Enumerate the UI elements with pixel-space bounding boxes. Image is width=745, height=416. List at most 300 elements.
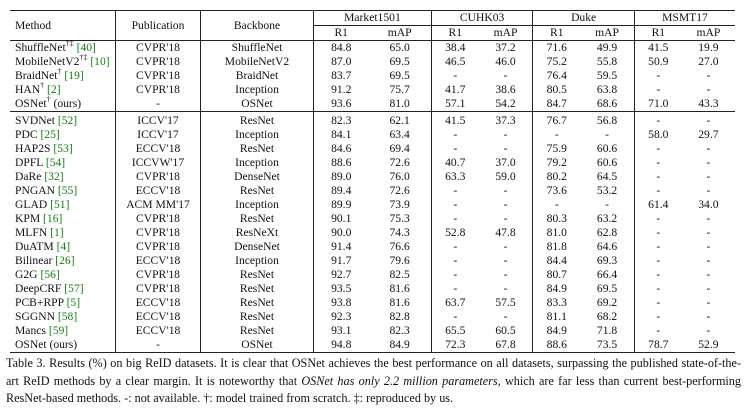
backbone-cell: ResNet xyxy=(201,296,314,310)
map-value-cell: 82.5 xyxy=(389,268,410,281)
method-cell xyxy=(10,112,116,129)
results-table xyxy=(10,10,735,353)
r1-value-cell: 71.6 xyxy=(533,41,580,56)
table-row xyxy=(10,69,735,83)
method-reference[interactable]: [58] xyxy=(57,310,78,323)
r1-value-cell: 88.6 xyxy=(533,338,580,353)
table-row xyxy=(10,156,735,170)
map-value-cell: 69.5 xyxy=(596,282,618,295)
map-value-cell: - xyxy=(682,112,735,129)
map-value-cell: 19.9 xyxy=(698,41,719,54)
r1-value-cell: - xyxy=(431,240,478,254)
backbone-cell: ResNet xyxy=(201,282,314,296)
r1-value-cell: 58.0 xyxy=(634,128,681,142)
map-value-cell: 76.0 xyxy=(389,170,410,183)
r1-value-cell: 89.4 xyxy=(314,184,369,198)
r1-value-cell: - xyxy=(431,282,478,296)
r1-value-cell: 84.1 xyxy=(314,128,369,142)
map-value-cell: 69.2 xyxy=(596,296,618,309)
table-row xyxy=(10,212,735,226)
method-name: HAP2S xyxy=(15,142,51,155)
map-value-cell: 68.2 xyxy=(596,310,618,323)
method-reference: (ours) xyxy=(53,97,82,110)
method-cell xyxy=(10,310,116,324)
map-value-cell: 38.6 xyxy=(495,83,516,96)
method-reference[interactable]: [2] xyxy=(47,83,61,96)
map-value-cell: 47.8 xyxy=(495,226,516,239)
r1-value-cell: - xyxy=(431,69,478,83)
map-value-cell: 68.6 xyxy=(580,97,634,112)
publication-cell: CVPR'18 xyxy=(116,170,201,184)
r1-value-cell: 84.4 xyxy=(533,254,580,268)
r1-value-cell: 93.1 xyxy=(314,324,369,338)
publication-cell: CVPR'18 xyxy=(116,55,201,69)
method-name: Mancs xyxy=(15,324,46,337)
map-value-cell: 69.4 xyxy=(389,142,410,155)
map-value-cell: 76.6 xyxy=(389,240,410,253)
method-name: DPFL xyxy=(15,156,43,169)
method-name: GLAD xyxy=(15,198,48,211)
backbone-cell: ShuffleNet xyxy=(201,41,314,56)
r1-value-cell: 93.5 xyxy=(314,282,369,296)
map-value-cell: 49.9 xyxy=(596,41,618,54)
method-mark: † xyxy=(57,67,62,77)
map-value-cell: - xyxy=(605,198,609,211)
method-name: MobileNetV2 xyxy=(15,55,80,68)
map-value-cell: - xyxy=(706,69,711,82)
method-name: OSNet xyxy=(15,338,47,351)
map-value-cell: 69.5 xyxy=(389,55,410,68)
map-value-cell: 34.0 xyxy=(698,198,719,211)
backbone-cell: Inception xyxy=(201,83,314,97)
header-r1: R1 xyxy=(314,26,369,41)
table-row xyxy=(10,83,735,97)
method-name: MLFN xyxy=(15,226,48,239)
map-value-cell: 65.0 xyxy=(389,41,410,54)
backbone-cell: Inception xyxy=(201,198,314,212)
map-value-cell: 43.3 xyxy=(682,97,735,112)
map-value-cell: 37.0 xyxy=(495,156,516,169)
r1-value-cell: - xyxy=(431,268,478,282)
r1-value-cell: 75.9 xyxy=(533,142,580,156)
publication-cell: ICCVW'17 xyxy=(116,156,201,170)
r1-value-cell: - xyxy=(533,198,580,212)
backbone-cell: Inception xyxy=(201,254,314,268)
map-value-cell: 81.6 xyxy=(389,296,410,309)
r1-value-cell: 90.1 xyxy=(314,212,369,226)
table-row xyxy=(10,240,735,254)
method-name: PCB+RPP xyxy=(15,296,64,309)
method-cell xyxy=(10,184,116,198)
table-row xyxy=(10,338,735,353)
backbone-cell: ResNet xyxy=(201,212,314,226)
publication-cell: ICCV'17 xyxy=(116,128,201,142)
publication-cell: CVPR'18 xyxy=(116,226,201,240)
header-dataset-market1501: Market1501 xyxy=(314,11,432,26)
map-value-cell: 63.4 xyxy=(389,128,410,141)
map-value-cell: 60.6 xyxy=(596,156,618,169)
r1-value-cell: 92.7 xyxy=(314,268,369,282)
map-value-cell: - xyxy=(503,198,508,211)
method-name: G2G xyxy=(15,268,38,281)
r1-value-cell: 93.8 xyxy=(314,296,369,310)
r1-value-cell: - xyxy=(634,83,681,97)
map-value-cell: 62.1 xyxy=(368,112,431,129)
publication-cell: ECCV'18 xyxy=(116,296,201,310)
r1-value-cell: 46.5 xyxy=(431,55,478,69)
method-cell xyxy=(10,198,116,212)
caption-italic-text: OSNet has only 2.2 million parameters xyxy=(301,373,498,388)
header-backbone: Backbone xyxy=(201,11,314,41)
header-map: mAP xyxy=(682,26,735,41)
map-value-cell: 54.2 xyxy=(479,97,533,112)
map-value-cell: - xyxy=(706,184,711,197)
map-value-cell: 69.5 xyxy=(389,69,410,82)
r1-value-cell: 89.0 xyxy=(314,170,369,184)
r1-value-cell: 87.0 xyxy=(314,55,369,69)
r1-value-cell: - xyxy=(634,324,681,338)
caption-text-end: , which are far less than current best-performing ResNet-based methods. -: not available. †: model trained from scratch. ‡: reproduced by us. xyxy=(6,373,741,405)
method-reference[interactable]: [4] xyxy=(56,240,71,253)
r1-value-cell: 80.3 xyxy=(533,212,580,226)
r1-value-cell: 65.5 xyxy=(431,324,478,338)
method-cell xyxy=(10,268,116,282)
r1-value-cell: 41.5 xyxy=(431,112,478,129)
method-name: KPM xyxy=(15,212,41,225)
header-method: Method xyxy=(10,11,116,41)
r1-value-cell: - xyxy=(634,212,681,226)
map-value-cell: 46.0 xyxy=(495,55,516,68)
r1-value-cell: 81.0 xyxy=(533,226,580,240)
method-mark: † xyxy=(40,81,45,91)
map-value-cell: 63.2 xyxy=(596,212,618,225)
map-value-cell: - xyxy=(503,310,508,323)
map-value-cell: 64.6 xyxy=(596,240,618,253)
header-dataset-cuhk03: CUHK03 xyxy=(431,11,533,26)
map-value-cell: 57.5 xyxy=(495,296,516,309)
map-value-cell: - xyxy=(706,83,711,96)
map-value-cell: - xyxy=(706,324,711,337)
r1-value-cell: 78.7 xyxy=(634,338,681,353)
r1-value-cell: 40.7 xyxy=(431,156,478,170)
map-value-cell: 66.4 xyxy=(596,268,618,281)
backbone-cell: ResNet xyxy=(201,142,314,156)
r1-value-cell: - xyxy=(431,142,478,156)
map-value-cell: - xyxy=(605,128,609,141)
map-value-cell: - xyxy=(706,226,711,239)
r1-value-cell: - xyxy=(634,240,681,254)
map-value-cell: - xyxy=(503,254,508,267)
backbone-cell: ResNet xyxy=(201,112,314,129)
map-value-cell: - xyxy=(706,142,711,155)
map-value-cell: - xyxy=(706,156,711,169)
r1-value-cell: 80.5 xyxy=(533,83,580,97)
method-cell xyxy=(10,97,116,112)
map-value-cell: - xyxy=(706,212,711,225)
r1-value-cell: - xyxy=(431,310,478,324)
table-row xyxy=(10,310,735,324)
r1-value-cell: 81.1 xyxy=(533,310,580,324)
map-value-cell: - xyxy=(706,282,711,295)
method-reference[interactable]: [56] xyxy=(40,268,60,281)
r1-value-cell: - xyxy=(634,282,681,296)
backbone-cell: DenseNet xyxy=(201,170,314,184)
backbone-cell: BraidNet xyxy=(201,69,314,83)
map-value-cell: 75.7 xyxy=(389,83,410,96)
table-row xyxy=(10,198,735,212)
publication-cell: ECCV'18 xyxy=(116,310,201,324)
method-mark: †‡ xyxy=(65,39,74,49)
r1-value-cell: 80.7 xyxy=(533,268,580,282)
map-value-cell: - xyxy=(503,128,508,141)
r1-value-cell: - xyxy=(634,310,681,324)
map-value-cell: 60.5 xyxy=(495,324,516,337)
method-cell xyxy=(10,226,116,240)
method-cell xyxy=(10,296,116,310)
table-row xyxy=(10,170,735,184)
publication-cell: ECCV'18 xyxy=(116,254,201,268)
map-value-cell: - xyxy=(706,310,711,323)
r1-value-cell: - xyxy=(634,156,681,170)
r1-value-cell: - xyxy=(431,254,478,268)
table-caption xyxy=(6,355,741,408)
r1-value-cell: 71.0 xyxy=(634,97,681,112)
r1-value-cell: 41.5 xyxy=(634,41,681,56)
method-name: DuATM xyxy=(15,240,54,253)
map-value-cell: 52.9 xyxy=(682,338,735,353)
r1-value-cell: 83.3 xyxy=(533,296,580,310)
map-value-cell: 27.0 xyxy=(698,55,719,68)
r1-value-cell: 75.2 xyxy=(533,55,580,69)
publication-cell: CVPR'18 xyxy=(116,212,201,226)
r1-value-cell: 76.7 xyxy=(533,112,580,129)
map-value-cell: 71.8 xyxy=(596,324,618,337)
r1-value-cell: 91.2 xyxy=(314,83,369,97)
r1-value-cell: - xyxy=(533,128,580,142)
r1-value-cell: - xyxy=(431,212,478,226)
map-value-cell: - xyxy=(706,240,711,253)
method-reference[interactable]: [55] xyxy=(57,184,78,197)
header-map: mAP xyxy=(479,26,533,41)
r1-value-cell: 41.7 xyxy=(431,83,478,97)
method-reference[interactable]: [51] xyxy=(50,198,70,211)
publication-cell: ACM MM'17 xyxy=(116,198,201,212)
map-value-cell: 81.0 xyxy=(368,97,431,112)
r1-value-cell: 76.4 xyxy=(533,69,580,83)
r1-value-cell: 63.7 xyxy=(431,296,478,310)
r1-value-cell: - xyxy=(431,128,478,142)
r1-value-cell: 92.3 xyxy=(314,310,369,324)
method-mark: †‡ xyxy=(79,53,88,63)
backbone-cell: MobileNetV2 xyxy=(201,55,314,69)
method-reference[interactable]: [26] xyxy=(55,254,75,267)
map-value-cell: 84.9 xyxy=(368,338,431,353)
method-reference[interactable]: [5] xyxy=(66,296,81,309)
method-mark: † xyxy=(46,95,51,105)
backbone-cell: ResNeXt xyxy=(201,226,314,240)
method-cell xyxy=(10,170,116,184)
map-value-cell: 69.3 xyxy=(596,254,618,267)
backbone-cell: ResNet xyxy=(201,184,314,198)
table-row xyxy=(10,268,735,282)
table-body xyxy=(10,41,735,353)
table-row xyxy=(10,254,735,268)
publication-cell: CVPR'18 xyxy=(116,41,201,56)
r1-value-cell: - xyxy=(634,226,681,240)
method-cell xyxy=(10,128,116,142)
method-cell xyxy=(10,338,116,353)
r1-value-cell: 84.8 xyxy=(314,41,369,56)
map-value-cell: - xyxy=(706,268,711,281)
method-name: PNGAN xyxy=(15,184,55,197)
backbone-cell: Inception xyxy=(201,156,314,170)
method-reference[interactable]: [10] xyxy=(90,55,110,68)
header-r1: R1 xyxy=(431,26,478,41)
publication-cell: ECCV'18 xyxy=(116,184,201,198)
table-row xyxy=(10,324,735,338)
r1-value-cell: 83.7 xyxy=(314,69,369,83)
map-value-cell: - xyxy=(503,69,508,82)
r1-value-cell: 94.8 xyxy=(314,338,369,353)
publication-cell: CVPR'18 xyxy=(116,240,201,254)
map-value-cell: - xyxy=(706,296,711,309)
header-publication: Publication xyxy=(116,11,201,41)
r1-value-cell: - xyxy=(634,268,681,282)
map-value-cell: 56.8 xyxy=(580,112,634,129)
r1-value-cell: 93.6 xyxy=(314,97,369,112)
table-row xyxy=(10,282,735,296)
r1-value-cell: 38.4 xyxy=(431,41,478,56)
r1-value-cell: 84.9 xyxy=(533,324,580,338)
r1-value-cell: 82.3 xyxy=(314,112,369,129)
method-cell xyxy=(10,156,116,170)
method-cell xyxy=(10,240,116,254)
r1-value-cell: 50.9 xyxy=(634,55,681,69)
table-row xyxy=(10,55,735,69)
header-map: mAP xyxy=(368,26,431,41)
r1-value-cell: - xyxy=(634,184,681,198)
results-table-container xyxy=(10,10,735,353)
method-name: HAN xyxy=(15,83,41,96)
r1-value-cell: 79.2 xyxy=(533,156,580,170)
backbone-cell: Inception xyxy=(201,128,314,142)
r1-value-cell: 63.3 xyxy=(431,170,478,184)
r1-value-cell: - xyxy=(634,112,681,129)
method-reference[interactable]: [52] xyxy=(57,114,78,127)
map-value-cell: - xyxy=(503,240,508,253)
map-value-cell: 82.8 xyxy=(389,310,410,323)
method-cell xyxy=(10,324,116,338)
table-row xyxy=(10,226,735,240)
backbone-cell: ResNet xyxy=(201,324,314,338)
r1-value-cell: - xyxy=(634,254,681,268)
header-row-datasets xyxy=(10,11,735,26)
backbone-cell: ResNet xyxy=(201,268,314,282)
method-cell xyxy=(10,212,116,226)
publication-cell: CVPR'18 xyxy=(116,282,201,296)
r1-value-cell: - xyxy=(431,198,478,212)
method-reference[interactable]: [32] xyxy=(44,170,64,183)
r1-value-cell: 90.0 xyxy=(314,226,369,240)
method-reference[interactable]: [53] xyxy=(53,142,73,155)
header-dataset-msmt17: MSMT17 xyxy=(634,11,735,26)
header-r1: R1 xyxy=(634,26,681,41)
map-value-cell: 72.6 xyxy=(389,184,410,197)
r1-value-cell: 81.8 xyxy=(533,240,580,254)
r1-value-cell: 84.6 xyxy=(314,142,369,156)
method-cell xyxy=(10,83,116,97)
publication-cell: CVPR'18 xyxy=(116,268,201,282)
method-reference[interactable]: [25] xyxy=(40,128,60,141)
r1-value-cell: 91.7 xyxy=(314,254,369,268)
map-value-cell: 37.3 xyxy=(479,112,533,129)
r1-value-cell: 91.4 xyxy=(314,240,369,254)
method-cell xyxy=(10,41,116,56)
method-reference[interactable]: [54] xyxy=(45,156,66,169)
method-name: ShuffleNet xyxy=(15,41,66,54)
method-reference[interactable]: [57] xyxy=(64,282,84,295)
map-value-cell: 29.7 xyxy=(698,128,719,141)
method-name: SGGNN xyxy=(15,310,55,323)
map-value-cell: 74.3 xyxy=(389,226,410,239)
table-row xyxy=(10,142,735,156)
method-cell xyxy=(10,282,116,296)
map-value-cell: - xyxy=(503,282,508,295)
method-reference[interactable]: [16] xyxy=(43,212,63,225)
method-reference[interactable]: [1] xyxy=(50,226,64,239)
map-value-cell: 73.9 xyxy=(389,198,410,211)
r1-value-cell: 61.4 xyxy=(634,198,681,212)
r1-value-cell: 73.6 xyxy=(533,184,580,198)
map-value-cell: 55.8 xyxy=(596,55,618,68)
table-row xyxy=(10,184,735,198)
r1-value-cell: 84.9 xyxy=(533,282,580,296)
method-name: BraidNet xyxy=(15,69,58,82)
table-row xyxy=(10,296,735,310)
r1-value-cell: - xyxy=(634,170,681,184)
map-value-cell: 63.8 xyxy=(596,83,618,96)
map-value-cell: 60.6 xyxy=(596,142,618,155)
table-row xyxy=(10,112,735,129)
r1-value-cell: 52.8 xyxy=(431,226,478,240)
r1-value-cell: - xyxy=(634,296,681,310)
method-cell xyxy=(10,55,116,69)
method-name: SVDNet xyxy=(15,114,55,127)
method-name: OSNet xyxy=(15,97,47,110)
r1-value-cell: 88.6 xyxy=(314,156,369,170)
r1-value-cell: 84.7 xyxy=(533,97,580,112)
map-value-cell: 67.8 xyxy=(479,338,533,353)
backbone-cell: ResNet xyxy=(201,310,314,324)
method-reference[interactable]: [59] xyxy=(48,324,69,337)
method-reference[interactable]: [19] xyxy=(64,69,84,82)
method-name: DaRe xyxy=(15,170,42,183)
header-map: mAP xyxy=(580,26,634,41)
publication-cell: ECCV'18 xyxy=(116,324,201,338)
map-value-cell: - xyxy=(706,170,711,183)
map-value-cell: 59.5 xyxy=(596,69,618,82)
map-value-cell: 75.3 xyxy=(389,212,410,225)
publication-cell: - xyxy=(116,338,201,353)
method-reference: (ours) xyxy=(49,338,78,351)
r1-value-cell: - xyxy=(431,184,478,198)
method-reference[interactable]: [40] xyxy=(76,41,96,54)
r1-value-cell: 89.9 xyxy=(314,198,369,212)
map-value-cell: - xyxy=(503,184,508,197)
map-value-cell: - xyxy=(503,268,508,281)
map-value-cell: 79.6 xyxy=(389,254,410,267)
header-dataset-duke: Duke xyxy=(533,11,635,26)
